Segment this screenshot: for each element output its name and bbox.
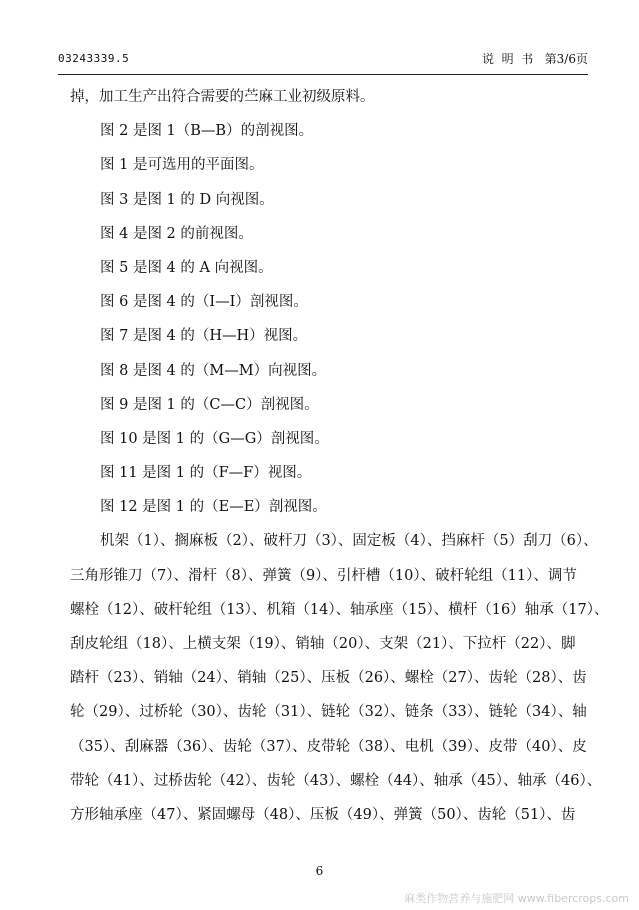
section-title: 说 明 书: [481, 52, 534, 66]
parts-line: 方形轴承座（47）、紧固螺母（48）、压板（49）、弹簧（50）、齿轮（51）、齿: [70, 806, 576, 823]
parts-line: 踏杆（23）、销轴（24）、销轴（25）、压板（26）、螺栓（27）、齿轮（28）、齿: [70, 670, 587, 687]
figure-list: [70, 114, 590, 524]
header-section-page: [482, 50, 588, 68]
parts-line: 机架（1）、搁麻板（2）、破杆刀（3）、固定板（4）、挡麻杆（5）刮刀（6）、: [100, 533, 598, 550]
figure-description: 图 8 是图 4 的（M—M）向视图。: [100, 362, 327, 379]
parts-line: 刮皮轮组（18）、上横支架（19）、销轴（20）、支架（21）、下拉杆（22）、脚: [70, 636, 576, 652]
figure-description: 图 2 是图 1（B—B）的剖视图。: [100, 123, 314, 140]
figure-description: 图 4 是图 2 的前视图。: [100, 225, 253, 242]
opening-line: 掉，加工生产出符合需要的苎麻工业初级原料。: [70, 89, 375, 105]
header-divider: [58, 74, 588, 75]
figure-description: 图 6 是图 4 的（I—I）剖视图。: [100, 294, 308, 311]
figure-description: 图 12 是图 1 的（E—E）剖视图。: [100, 499, 327, 516]
figure-description: 图 11 是图 1 的（F—F）视图。: [100, 465, 312, 482]
parts-line: 三角形锥刀（7）、滑杆（8）、弹簧（9）、引杆槽（10）、破杆轮组（11）、调节: [70, 567, 577, 584]
figure-description: 图 7 是图 4 的（H—H）视图。: [100, 328, 308, 345]
page-number: 6: [315, 864, 324, 878]
figure-description: 图 5 是图 4 的 A 向视图。: [100, 259, 273, 276]
parts-line: 螺栓（12）、破杆轮组（13）、机箱（14）、轴承座（15）、横杆（16）轴承（17）、: [70, 601, 609, 618]
figure-description: 图 3 是图 1 的 D 向视图。: [100, 191, 274, 208]
figure-description: 图 9 是图 1 的（C—C）剖视图。: [100, 396, 319, 413]
parts-line: 轮（29）、过桥轮（30）、齿轮（31）、链轮（32）、链条（33）、链轮（34）、轴: [70, 704, 587, 721]
figure-description: 图 10 是图 1 的（G—G）剖视图。: [100, 430, 329, 447]
application-number: 03243339.5: [58, 52, 130, 65]
figure-description: 图 1 是可选用的平面图。: [100, 157, 264, 174]
parts-line: 带轮（41）、过桥齿轮（42）、齿轮（43）、螺栓（44）、轴承（45）、轴承（46）、: [70, 772, 602, 789]
parts-list-paragraph: [70, 524, 609, 832]
parts-line: （35）、刮麻器（36）、齿轮（37）、皮带轮（38）、电机（39）、皮带（40）、皮: [70, 738, 587, 755]
page-of: 第3/6页: [544, 52, 588, 66]
body-text: [70, 80, 609, 832]
site-watermark: 麻类作物营养与施肥网 www.fibercrops.com: [404, 892, 629, 905]
page-header: [58, 50, 588, 68]
